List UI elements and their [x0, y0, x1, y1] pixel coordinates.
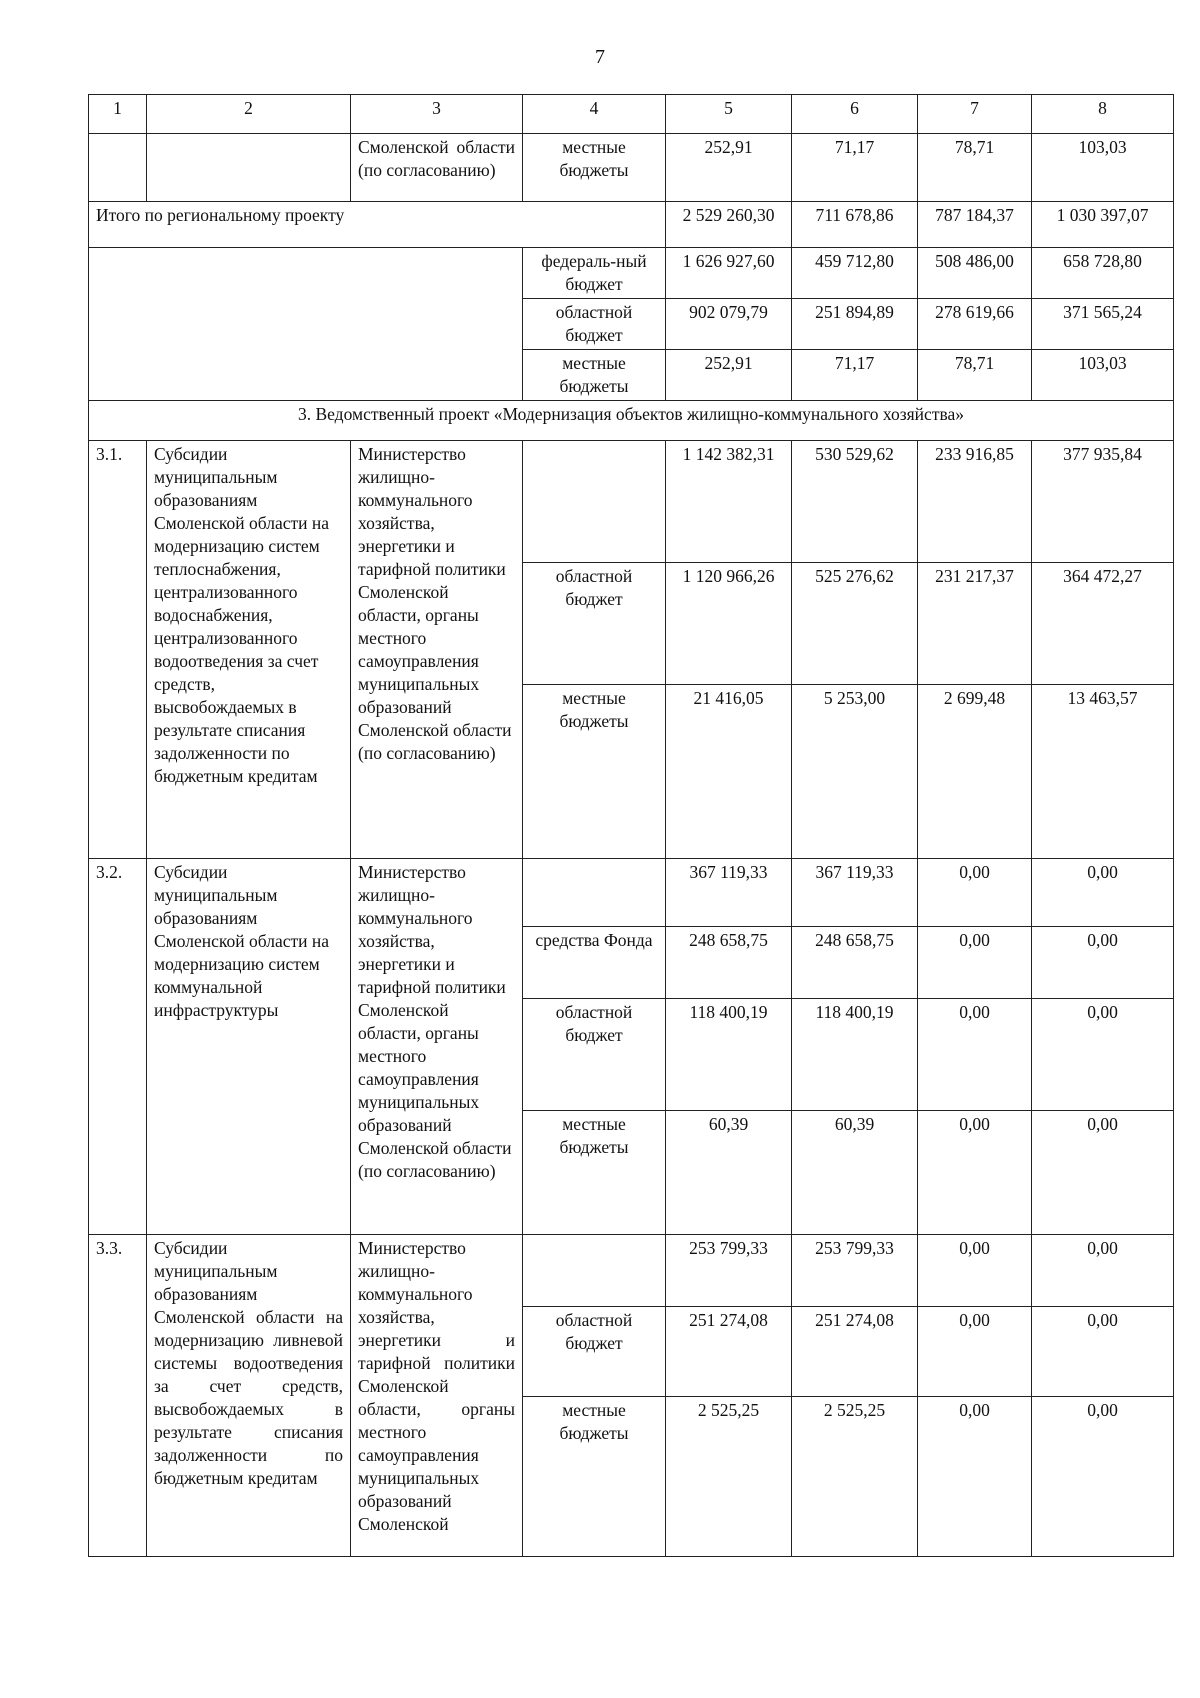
value-cell: 253 799,33: [792, 1235, 918, 1307]
value-cell: 0,00: [1032, 1307, 1174, 1397]
column-header: 1: [89, 95, 147, 134]
continuation-row: [89, 134, 1174, 202]
value-cell: 71,17: [792, 350, 918, 401]
section-row: [89, 401, 1174, 441]
total-label: Итого по региональному проекту: [89, 202, 666, 248]
value-cell: 248 658,75: [792, 927, 918, 999]
value-cell: 658 728,80: [1032, 248, 1174, 299]
source-cell: местные бюджеты: [523, 350, 666, 401]
value-cell: 251 274,08: [666, 1307, 792, 1397]
value-cell: 367 119,33: [792, 859, 918, 927]
value-cell: 0,00: [918, 927, 1032, 999]
table-row: [89, 1235, 1174, 1307]
value-cell: 2 525,25: [792, 1397, 918, 1557]
source-cell: областной бюджет: [523, 563, 666, 685]
value-cell: 118 400,19: [666, 999, 792, 1111]
value-cell: 711 678,86: [792, 202, 918, 248]
budget-table: [88, 94, 1174, 1557]
table-row: [89, 859, 1174, 927]
value-cell: 252,91: [666, 134, 792, 202]
source-cell: местные бюджеты: [523, 685, 666, 859]
value-cell: 78,71: [918, 350, 1032, 401]
value-cell: 60,39: [792, 1111, 918, 1235]
column-header: 6: [792, 95, 918, 134]
value-cell: 902 079,79: [666, 299, 792, 350]
source-cell: федераль-ный бюджет: [523, 248, 666, 299]
value-cell: 0,00: [1032, 859, 1174, 927]
value-cell: 2 699,48: [918, 685, 1032, 859]
column-header: 8: [1032, 95, 1174, 134]
column-header: 4: [523, 95, 666, 134]
column-header: 2: [147, 95, 351, 134]
value-cell: 231 217,37: [918, 563, 1032, 685]
value-cell: 459 712,80: [792, 248, 918, 299]
value-cell: 367 119,33: [666, 859, 792, 927]
value-cell: 530 529,62: [792, 441, 918, 563]
value-cell: 2 529 260,30: [666, 202, 792, 248]
value-cell: 0,00: [918, 1397, 1032, 1557]
value-cell: 525 276,62: [792, 563, 918, 685]
column-header: 5: [666, 95, 792, 134]
source-cell: местные бюджеты: [523, 1111, 666, 1235]
value-cell: 253 799,33: [666, 1235, 792, 1307]
item-number: 3.2.: [89, 859, 147, 1235]
source-cell: областной бюджет: [523, 1307, 666, 1397]
value-cell: 60,39: [666, 1111, 792, 1235]
value-cell: 0,00: [1032, 999, 1174, 1111]
source-cell: областной бюджет: [523, 299, 666, 350]
column-header: 7: [918, 95, 1032, 134]
value-cell: 233 916,85: [918, 441, 1032, 563]
empty-cell: [89, 134, 147, 202]
value-cell: 787 184,37: [918, 202, 1032, 248]
value-cell: 78,71: [918, 134, 1032, 202]
value-cell: 5 253,00: [792, 685, 918, 859]
value-cell: 508 486,00: [918, 248, 1032, 299]
value-cell: 1 142 382,31: [666, 441, 792, 563]
value-cell: 103,03: [1032, 350, 1174, 401]
value-cell: 278 619,66: [918, 299, 1032, 350]
total-row: [89, 202, 1174, 248]
value-cell: 2 525,25: [666, 1397, 792, 1557]
empty-cell: [147, 134, 351, 202]
value-cell: 371 565,24: [1032, 299, 1174, 350]
source-cell: [523, 441, 666, 563]
value-cell: 0,00: [1032, 1397, 1174, 1557]
empty-cell: [89, 248, 523, 401]
executor-cell: Смоленской области (по согласованию): [351, 134, 523, 202]
source-cell: местные бюджеты: [523, 1397, 666, 1557]
item-number: 3.3.: [89, 1235, 147, 1557]
value-cell: 0,00: [918, 859, 1032, 927]
value-cell: 248 658,75: [666, 927, 792, 999]
section-title: 3. Ведомственный проект «Модернизация объектов жилищно-коммунального хозяйства»: [89, 401, 1174, 441]
value-cell: 251 894,89: [792, 299, 918, 350]
source-cell: [523, 859, 666, 927]
value-cell: 0,00: [918, 1111, 1032, 1235]
column-header-row: [89, 95, 1174, 134]
item-name: Субсидии муниципальным образованиям Смоленской области на модернизацию ливневой системы водоотведения за счет средств, высвобождаемых в результате списания задолженности по бюджетным кредитам: [147, 1235, 351, 1557]
source-cell: местные бюджеты: [523, 134, 666, 202]
value-cell: 13 463,57: [1032, 685, 1174, 859]
column-header: 3: [351, 95, 523, 134]
value-cell: 252,91: [666, 350, 792, 401]
item-executor: Министерство жилищно-коммунального хозяйства, энергетики и тарифной политики Смоленской области, органы местного самоуправления муниципальных образований Смоленской: [351, 1235, 523, 1557]
value-cell: 364 472,27: [1032, 563, 1174, 685]
source-cell: областной бюджет: [523, 999, 666, 1111]
value-cell: 21 416,05: [666, 685, 792, 859]
item-name: Субсидии муниципальным образованиям Смоленской области на модернизацию систем коммунальной инфраструктуры: [147, 859, 351, 1235]
value-cell: 0,00: [1032, 1111, 1174, 1235]
item-executor: Министерство жилищно-коммунального хозяйства, энергетики и тарифной политики Смоленской области, органы местного самоуправления муниципальных образований Смоленской области (по согласованию): [351, 441, 523, 859]
value-cell: 1 120 966,26: [666, 563, 792, 685]
source-cell: средства Фонда: [523, 927, 666, 999]
value-cell: 377 935,84: [1032, 441, 1174, 563]
page-number: 7: [595, 46, 605, 68]
value-cell: 1 626 927,60: [666, 248, 792, 299]
value-cell: 251 274,08: [792, 1307, 918, 1397]
value-cell: 118 400,19: [792, 999, 918, 1111]
value-cell: 71,17: [792, 134, 918, 202]
item-number: 3.1.: [89, 441, 147, 859]
table-row: [89, 441, 1174, 563]
value-cell: 0,00: [1032, 927, 1174, 999]
item-name: Субсидии муниципальным образованиям Смоленской области на модернизацию систем теплоснабжения, централизованного водоснабжения, централизованного водоотведения за счет средств, высвобождаемых в результате списания задолженности по бюджетным кредитам: [147, 441, 351, 859]
total-row: [89, 248, 1174, 299]
value-cell: 0,00: [918, 1235, 1032, 1307]
value-cell: 103,03: [1032, 134, 1174, 202]
source-cell: [523, 1235, 666, 1307]
value-cell: 1 030 397,07: [1032, 202, 1174, 248]
value-cell: 0,00: [918, 1307, 1032, 1397]
value-cell: 0,00: [1032, 1235, 1174, 1307]
value-cell: 0,00: [918, 999, 1032, 1111]
item-executor: Министерство жилищно-коммунального хозяйства, энергетики и тарифной политики Смоленской области, органы местного самоуправления муниципальных образований Смоленской области (по согласованию): [351, 859, 523, 1235]
